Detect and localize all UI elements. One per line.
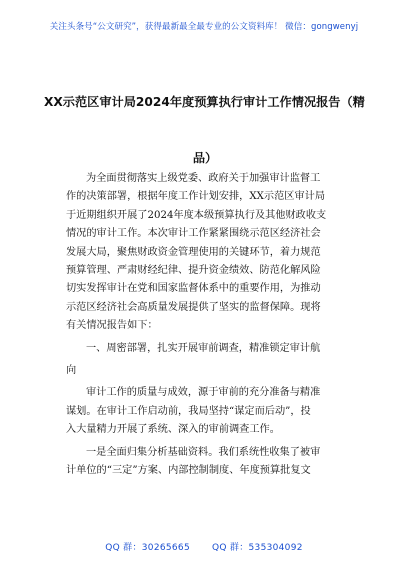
text-line: 一、周密部署，扎实开展审前调查，精准锁定审计航	[86, 342, 321, 354]
text-line: 发展大局，聚焦财政资金管理使用的关键环节，着力规范	[66, 246, 321, 258]
paragraph-pre-audit	[66, 384, 356, 439]
text-line: 计单位的“三定”方案、内部控制制度、年度预算批复文	[66, 465, 311, 477]
text-line: 入大量精力开展了系统、深入的审前调查工作。	[66, 424, 280, 436]
paragraph-intro	[66, 170, 356, 336]
text-line: 预算管理、严肃财经纪律、提升资金绩效、防范化解风险	[66, 265, 321, 277]
text-line: 向	[66, 365, 77, 377]
text-line: 一是全面归集分析基础资料。我们系统性收集了被审	[86, 446, 321, 458]
text-line: 有关情况报告如下：	[66, 320, 158, 332]
text-line: 于近期组织开展了2024年度本级预算执行及其他财政收支	[66, 209, 327, 221]
header-banner: 关注头条号“公文研究”，获得最新最全最专业的公文资料库！ 微信：gongwenyj	[49, 22, 359, 32]
title-line-1: XX示范区审计局2024年度预算执行审计工作情况报告（精	[44, 95, 365, 109]
text-line: 情况的审计工作。本次审计工作紧紧围绕示范区经济社会	[66, 228, 321, 240]
text-line: 作的决策部署，根据年度工作计划安排，XX示范区审计局	[66, 191, 326, 203]
document-body	[66, 170, 356, 481]
text-line: 示范区经济社会高质量发展提供了坚实的监督保障。现将	[66, 301, 321, 313]
paragraph-materials	[66, 444, 356, 481]
text-line: 切实发挥审计在党和国家监督体系中的重要作用，为推动	[66, 283, 321, 295]
text-line: 审计工作的质量与成效，源于审前的充分准备与精准	[86, 387, 321, 399]
section-heading-1	[66, 340, 356, 381]
qq-group-1: QQ 群：30265665	[105, 543, 190, 553]
text-line: 为全面贯彻落实上级党委、政府关于加强审计监督工	[86, 173, 321, 184]
footer-qq-groups	[0, 540, 408, 553]
text-line: 谋划。在审计工作启动前，我局坚持“谋定而后动”，投	[66, 405, 311, 417]
title-line-2: 品）	[192, 151, 218, 165]
qq-group-2: QQ 群：535304092	[211, 543, 303, 553]
